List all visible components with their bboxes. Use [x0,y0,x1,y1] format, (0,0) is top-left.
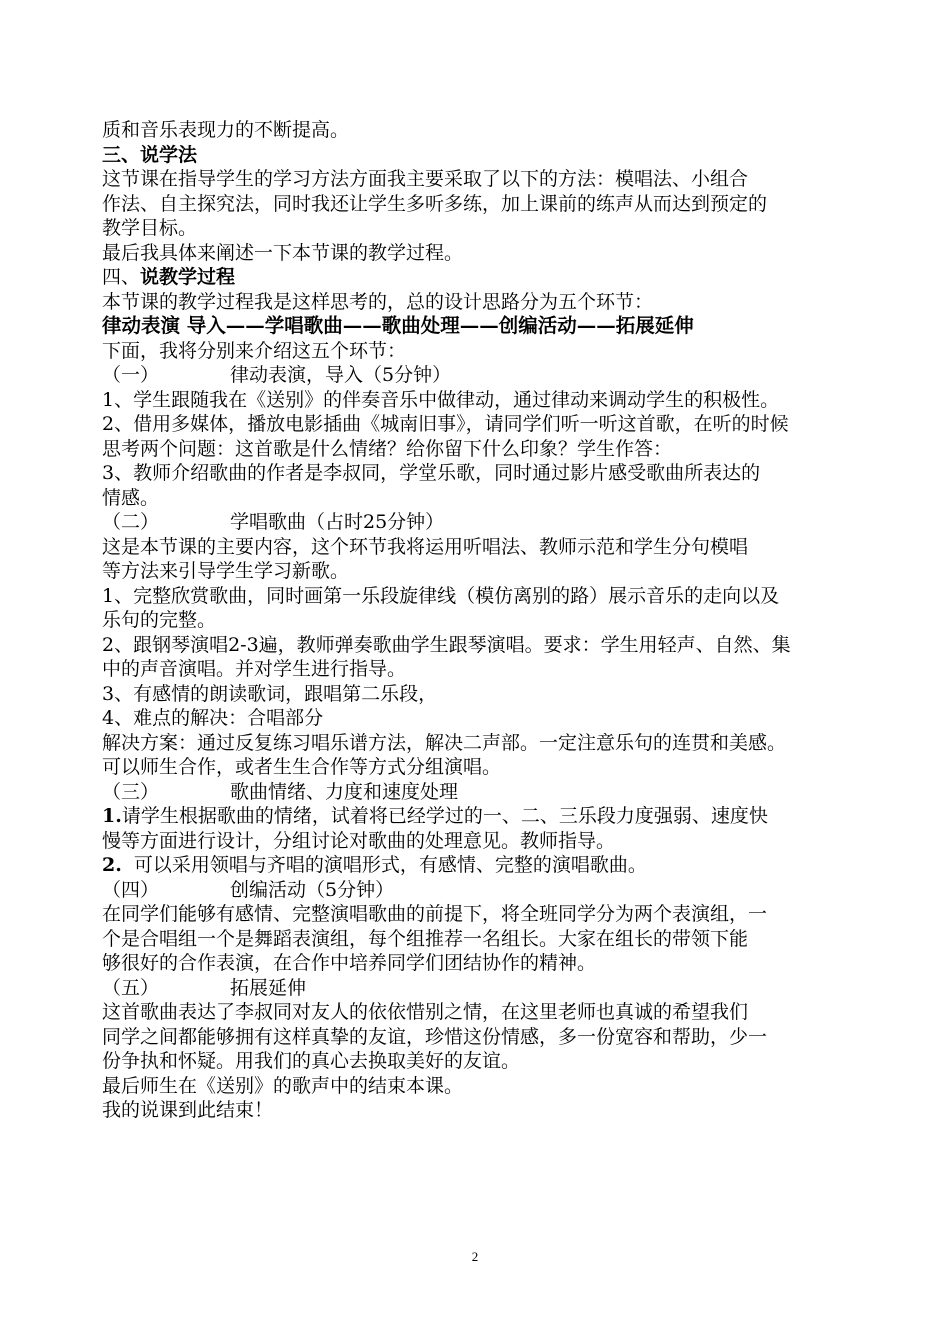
subsection-number: （二） [102,511,160,533]
heading-prefix: 四、 [102,266,141,288]
paragraph-line: 中的声音演唱。并对学生进行指导。 [102,658,407,680]
paragraph-line: 乐句的完整。 [102,609,217,631]
paragraph-line: 本节课的教学过程我是这样思考的，总的设计思路分为五个环节： [102,290,654,313]
paragraph-line: 2、借用多媒体，播放电影插曲《城南旧事》，请同学们听一听这首歌，在听的时候 [102,413,789,435]
list-text: 可以采用领唱与齐唱的演唱形式，有感情、完整的演唱歌曲。 [121,854,647,876]
subsection-3-title [102,780,880,805]
paragraph-line: 最后师生在《送别》的歌声中的结束本课。 [102,1074,464,1097]
subsection-1-title [102,363,880,388]
subsection-4-title [102,878,880,903]
subsection-title: 学唱歌曲（占时25分钟） [230,511,445,533]
section-heading-3: 三、说学法 [102,143,198,166]
paragraph-line: 教学目标。 [102,217,198,239]
paragraph-line: 份争执和怀疑。用我们的真心去换取美好的友谊。 [102,1050,521,1072]
heading-text: 说教学过程 [140,266,236,288]
page-number: 2 [471,1249,479,1264]
subsection-number: （五） [102,976,160,999]
paragraph-line: 在同学们能够有感情、完整演唱歌曲的前提下，将全班同学分为两个表演组，一 [102,903,768,925]
paragraph-line: 最后我具体来阐述一下本节课的教学过程。 [102,241,464,264]
subsection-number: （三） [102,780,160,803]
list-item-2 [102,853,880,878]
paragraph-line: 这节课在指导学生的学习方法方面我主要采取了以下的方法：模唱法、小组合 [102,168,749,190]
section-heading-4 [102,265,880,290]
paragraph-line: 2、跟钢琴演唱2-3遍，教师弹奏歌曲学生跟琴演唱。要求：学生用轻声、自然、集 [102,633,791,656]
subsection-5-title [102,976,880,1001]
paragraph-line: 作法、自主探究法，同时我还让学生多听多练，加上课前的练声从而达到预定的 [102,192,768,215]
paragraph-line: 同学之间都能够拥有这样真挚的友谊，珍惜这份情感，多一份宽容和帮助，少一 [102,1025,768,1048]
paragraph-line: 4、难点的解决：合唱部分 [102,707,324,729]
subsection-number: （一） [102,364,160,386]
list-text: 请学生根据歌曲的情绪，试着将已经学过的一、二、三乐段力度强弱、速度快 [121,805,768,827]
process-outline: 律动表演 导入——学唱歌曲——歌曲处理——创编活动——拓展延伸 [102,314,694,337]
paragraph-line: 思考两个问题：这首歌是什么情绪？给你留下什么印象？学生作答： [102,437,673,460]
subsection-title: 创编活动（5分钟） [230,878,395,901]
subsection-title: 歌曲情绪、力度和速度处理 [230,780,459,803]
document-page [102,118,880,1123]
paragraph-line: 3、教师介绍歌曲的作者是李叔同，学堂乐歌，同时通过影片感受歌曲所表达的 [102,462,761,484]
paragraph-line: 下面，我将分别来介绍这五个环节： [102,339,407,362]
paragraph-line: 等方法来引导学生学习新歌。 [102,560,350,582]
paragraph-line: 这是本节课的主要内容，这个环节我将运用听唱法、教师示范和学生分句模唱 [102,535,749,558]
subsection-2-title [102,510,880,535]
paragraph-line: 质和音乐表现力的不断提高。 [102,119,350,141]
paragraph-line: 解决方案：通过反复练习唱乐谱方法，解决二声部。一定注意乐句的连贯和美感。 [102,731,787,754]
paragraph-line: 个是合唱组一个是舞蹈表演组，每个组推荐一名组长。大家在组长的带领下能 [102,927,749,950]
paragraph-line: 慢等方面进行设计，分组讨论对歌曲的处理意见。教师指导。 [102,829,616,852]
paragraph-line: 1、完整欣赏歌曲，同时画第一乐段旋律线（模仿离别的路）展示音乐的走向以及 [102,584,780,607]
paragraph-line: 情感。 [102,486,160,509]
subsection-number: （四） [102,878,160,901]
paragraph-line: 我的说课到此结束！ [102,1099,274,1121]
paragraph-line: 够很好的合作表演，在合作中培养同学们团结协作的精神。 [102,952,597,974]
paragraph-line: 可以师生合作，或者生生合作等方式分组演唱。 [102,756,502,778]
paragraph-line: 这首歌曲表达了李叔同对友人的依依惜别之情，在这里老师也真诚的希望我们 [102,1001,749,1023]
list-item-1 [102,804,880,829]
subsection-title: 拓展延伸 [230,976,307,999]
list-number: 1. [102,805,122,827]
paragraph-line: 1、学生跟随我在《送别》的伴奏音乐中做律动，通过律动来调动学生的积极性。 [102,388,780,411]
subsection-title: 律动表演，导入（5分钟） [230,364,452,386]
list-number: 2. [102,854,122,876]
paragraph-line: 3、有感情的朗读歌词，跟唱第二乐段， [102,682,438,705]
